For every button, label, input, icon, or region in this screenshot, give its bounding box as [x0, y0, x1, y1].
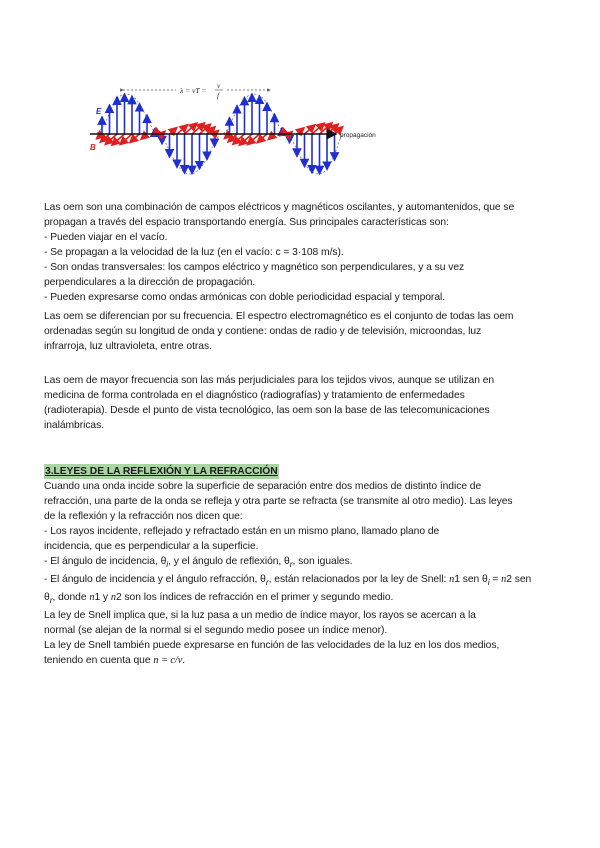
paragraph-line: medicina de forma controlada en el diagnóstico (radiografías) y tratamiento de enfermedades [44, 390, 465, 401]
paragraph-line: refracción, una parte de la onda se refleja y otra parte se refracta (se transmite al otro medio). Las leyes [44, 496, 513, 507]
b-label: B [90, 143, 96, 152]
magnetic-field-vector [268, 134, 274, 140]
paragraph-line: inalámbricas. [44, 420, 105, 431]
bullet-item: perpendiculares a la dirección de propagación. [44, 277, 256, 288]
bullet-item: - El ángulo de incidencia y el ángulo refracción, $\theta_r$, están relacionados por la ley de Snell: n1 sen $\theta_i = n2$ sen [44, 574, 532, 588]
bullet-item: - Se propagan a la velocidad de la luz (en el vacío: c = 3·108 m/s). [44, 247, 344, 258]
paragraph-line: de la reflexión y la refracción nos dicen que: [44, 511, 243, 522]
paragraph-line: ordenadas según su longitud de onda y contiene: ondas de radio y de televisión, microondas, luz [44, 326, 482, 337]
paragraph-line: (radioterapia). Desde el punto de vista tecnológico, las oem son la base de las telecomunicaciones [44, 405, 490, 416]
bullet-item: $\theta_r$, donde n1 y n2 son los índices de refracción en el primer y segundo medio. [44, 592, 394, 606]
magnetic-field-vector [239, 134, 252, 145]
magnetic-field-vector [192, 123, 205, 134]
e-label: E [96, 107, 102, 116]
bullet-item: incidencia, que es perpendicular a la superficie. [44, 541, 259, 552]
paragraph-line: Las oem se diferencian por su frecuencia. El espectro electromagnético es el conjunto de todas las oem [44, 311, 514, 322]
bullet-item: - Pueden viajar en el vacío. [44, 232, 168, 243]
paragraph-line: Las oem de mayor frecuencia son las más perjudiciales para los tejidos vivos, aunque se utilizan en [44, 375, 495, 386]
paragraph-line: La ley de Snell también puede expresarse en función de las velocidades de la luz en los dos medios, [44, 640, 500, 652]
propagation-label: propagación [340, 132, 376, 139]
paragraph-line: infrarroja, luz ultravioleta, entre otras. [44, 341, 212, 352]
magnetic-field-vector [112, 134, 125, 145]
magnetic-field-vector [297, 128, 304, 134]
paragraph-line: La ley de Snell implica que, si la luz pasa a un medio de índice mayor, los rayos se acercan a la [44, 610, 476, 622]
em-wave-figure [88, 78, 388, 186]
magnetic-field-vector [207, 127, 215, 134]
wavelength-formula: λ = vT = [180, 86, 207, 95]
bullet-item: - Pueden expresarse como ondas armónicas con doble periodicidad espacial y temporal. [44, 292, 446, 303]
paragraph-line: propagan a través del espacio transportando energía. Sus principales características son: [44, 217, 449, 228]
bullet-item: - Los rayos incidente, reflejado y refractado están en un mismo plano, llamado plano de [44, 526, 440, 537]
svg-text:f: f [217, 92, 219, 100]
paragraph-line: normal (se alejan de la normal si el segundo medio posee un índice menor). [44, 625, 388, 637]
bullet-item: - El ángulo de incidencia, $\theta_i$, y el ángulo de reflexión, $\theta_r$, son iguales. [44, 556, 353, 570]
bullet-item: - Son ondas transversales: los campos eléctrico y magnético son perpendiculares, y a su vez [44, 262, 465, 273]
paragraph-line: Las oem son una combinación de campos eléctricos y magnéticos oscilantes, y automantenidos, que se [44, 202, 515, 213]
paragraph-line: Cuando una onda incide sobre la superficie de separación entre dos medios de distinto índice de [44, 481, 482, 492]
section-1 [44, 200, 564, 433]
svg-text:v: v [217, 82, 221, 90]
paragraph-line: teniendo en cuenta que n = c/v. [44, 655, 186, 667]
section-2 [44, 464, 564, 668]
section-heading: 3.LEYES DE LA REFLEXIÓN Y LA REFRACCIÓN [45, 466, 278, 477]
magnetic-field-vector [170, 128, 177, 134]
magnetic-field-vector [320, 123, 333, 134]
